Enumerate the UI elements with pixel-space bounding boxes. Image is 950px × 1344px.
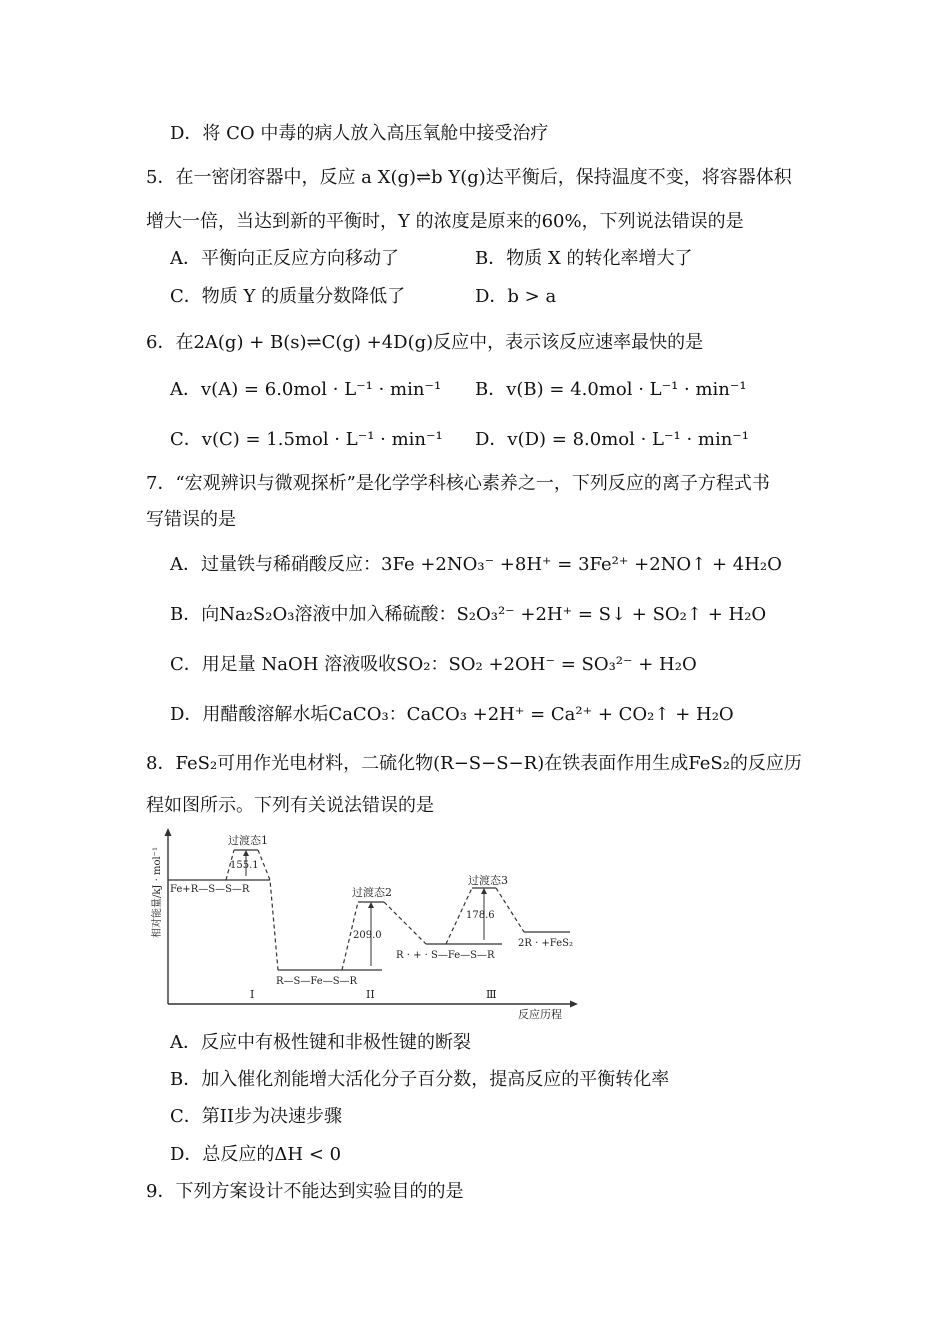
q5-stem-line2: 增大一倍，当达到新的平衡时，Y 的浓度是原来的60%，下列说法错误的是 (146, 211, 744, 232)
ts1-label: 过渡态1 (228, 834, 268, 847)
state-reactants-label: Fe+R—S—S—R (170, 884, 250, 895)
state-intermediate1-label: R—S—Fe—S—R (276, 976, 358, 987)
state-intermediate2-label: R · + · S—Fe—S—R (396, 950, 495, 961)
energy-profile-diagram (146, 828, 586, 1022)
ts2-label: 过渡态2 (352, 886, 392, 899)
path-from-ts3 (496, 888, 524, 932)
q5-option-c: C．物质 Y 的质量分数降低了 (170, 286, 406, 307)
y-axis-arrow (165, 828, 172, 836)
barrier3-arrowhead (481, 888, 487, 894)
q7-option-c: C．用足量 NaOH 溶液吸收SO₂：SO₂ +2OH⁻ = SO₃²⁻ + H₂O (170, 654, 697, 675)
ts3-label: 过渡态3 (468, 874, 508, 887)
step1-label: I (250, 988, 255, 1001)
barrier1-arrowhead (243, 850, 249, 856)
x-axis-label: 反应历程 (518, 1008, 562, 1021)
step3-label: Ⅲ (486, 988, 497, 1001)
barrier1-value: 155.1 (230, 860, 259, 871)
path-from-ts1 (258, 850, 278, 970)
q5-option-a: A．平衡向正反应方向移动了 (170, 248, 399, 269)
barrier2-arrowhead (368, 902, 374, 908)
q8-option-c: C．第II步为决速步骤 (170, 1106, 342, 1127)
step2-label: II (366, 988, 375, 1001)
q7-stem-line1: 7．“宏观辨识与微观探析”是化学学科核心素养之一，下列反应的离子方程式书 (146, 473, 770, 494)
q8-option-a: A．反应中有极性键和非极性键的断裂 (170, 1032, 471, 1053)
q7-option-d: D．用醋酸溶解水垢CaCO₃：CaCO₃ +2H⁺ = Ca²⁺ + CO₂↑ + H₂O (170, 704, 734, 725)
q5-option-d: D．b > a (475, 286, 557, 307)
q6-stem: 6．在2A(g) + B(s)⇌C(g) +4D(g)反应中，表示该反应速率最快的是 (146, 332, 704, 353)
q8-stem-line2: 程如图所示。下列有关说法错误的是 (146, 795, 434, 816)
q5-option-b: B．物质 X 的转化率增大了 (475, 248, 693, 269)
q6-option-d: D．v(D) = 8.0mol · L⁻¹ · min⁻¹ (475, 429, 750, 450)
q8-stem-line1: 8．FeS₂可用作光电材料，二硫化物(R−S−S−R)在铁表面作用生成FeS₂的反应历 (146, 753, 802, 774)
barrier2-value: 209.0 (353, 930, 382, 941)
x-axis-arrow (570, 1001, 578, 1008)
state-products-label: 2R · +FeS₂ (518, 938, 573, 949)
q7-option-b: B．向Na₂S₂O₃溶液中加入稀硫酸：S₂O₃²⁻ +2H⁺ = S↓ + SO₂↑ + H₂O (170, 604, 767, 625)
q7-stem-line2: 写错误的是 (146, 509, 236, 530)
q6-option-a: A．v(A) = 6.0mol · L⁻¹ · min⁻¹ (170, 379, 442, 400)
q8-option-b: B．加入催化剂能增大活化分子百分数，提高反应的平衡转化率 (170, 1069, 670, 1090)
q7-option-a: A．过量铁与稀硝酸反应：3Fe +2NO₃⁻ +8H⁺ = 3Fe²⁺ +2NO↑ + 4H₂O (170, 554, 782, 575)
q6-option-b: B．v(B) = 4.0mol · L⁻¹ · min⁻¹ (475, 379, 747, 400)
barrier3-value: 178.6 (466, 910, 495, 921)
y-axis-label: 相对能量/kJ · mol⁻¹ (152, 847, 163, 938)
q6-option-c: C．v(C) = 1.5mol · L⁻¹ · min⁻¹ (170, 429, 443, 450)
q4-option-d: D．将 CO 中毒的病人放入高压氧舱中接受治疗 (170, 123, 549, 144)
q5-stem-line1: 5．在一密闭容器中，反应 a X(g)⇌b Y(g)达平衡后，保持温度不变，将容器体积 (146, 167, 792, 188)
q8-option-d: D．总反应的ΔH < 0 (170, 1144, 342, 1165)
path-from-ts2 (384, 902, 426, 944)
q9-stem: 9．下列方案设计不能达到实验目的的是 (146, 1181, 464, 1202)
